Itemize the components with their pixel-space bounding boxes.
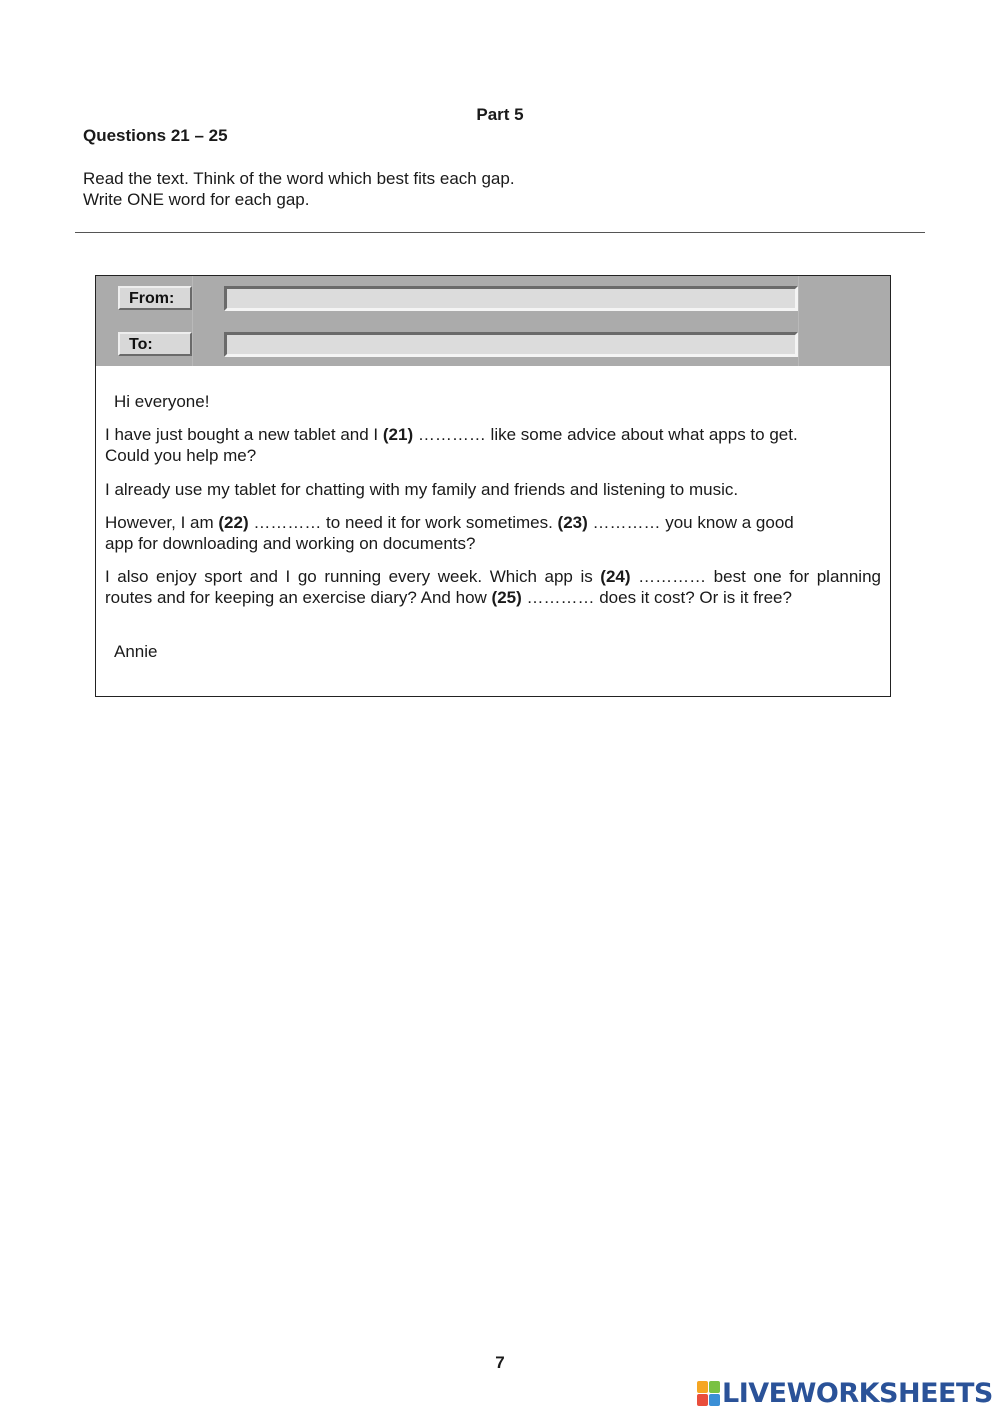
- paragraph-text: ………… best one for planning routes and for keeping an exercise diary? And how: [105, 567, 881, 607]
- questions-label: Questions 21 – 25: [83, 126, 228, 145]
- paragraph-3: [105, 512, 881, 554]
- paragraph-text: ………… you know a good: [587, 513, 794, 532]
- header-separator: [192, 276, 193, 366]
- to-label: To:: [118, 332, 192, 356]
- email-greeting: Hi everyone!: [114, 392, 210, 411]
- brand-text: LIVEWORKSHEETS: [722, 1377, 993, 1409]
- from-field[interactable]: [224, 286, 798, 311]
- paragraph-text: I already use my tablet for chatting with my family and friends and listening to music.: [105, 480, 739, 499]
- part-title: Part 5: [476, 105, 524, 124]
- email-header: [96, 276, 890, 366]
- paragraph-text: ………… does it cost? Or is it free?: [521, 588, 792, 607]
- instruction-line-1: Read the text. Think of the word which best fits each gap.: [83, 169, 515, 188]
- paragraph-text: I have just bought a new tablet and I: [105, 425, 383, 444]
- from-label: From:: [118, 286, 192, 310]
- to-field[interactable]: [224, 332, 798, 357]
- paragraph-1: [105, 424, 881, 466]
- email-signature: Annie: [114, 642, 158, 661]
- gap-number-22: (22): [218, 513, 249, 532]
- brand-logo[interactable]: [697, 1377, 993, 1409]
- gap-number-25: (25): [491, 588, 522, 607]
- logo-tile: [697, 1381, 708, 1393]
- logo-tile: [709, 1381, 720, 1393]
- liveworksheets-logo-icon: [697, 1381, 719, 1405]
- email-window: [95, 275, 891, 697]
- paragraph-4: [105, 566, 881, 608]
- paragraph-text: I also enjoy sport and I go running every week. Which app is: [105, 567, 601, 586]
- paragraph-2: [105, 479, 881, 500]
- paragraph-text: ………… like some advice about what apps to get.: [413, 425, 798, 444]
- section-divider: [75, 232, 925, 233]
- paragraph-text: Could you help me?: [105, 446, 257, 465]
- logo-tile: [697, 1394, 708, 1406]
- paragraph-text: However, I am: [105, 513, 219, 532]
- paragraph-text: app for downloading and working on documents?: [105, 534, 476, 553]
- header-separator: [798, 276, 799, 366]
- gap-number-23: (23): [557, 513, 588, 532]
- paragraph-text: ………… to need it for work sometimes.: [248, 513, 558, 532]
- gap-number-21: (21): [382, 425, 414, 444]
- page-number: 7: [495, 1353, 505, 1372]
- instruction-line-2: Write ONE word for each gap.: [83, 190, 310, 209]
- logo-tile: [709, 1394, 720, 1406]
- gap-number-24: (24): [600, 567, 631, 586]
